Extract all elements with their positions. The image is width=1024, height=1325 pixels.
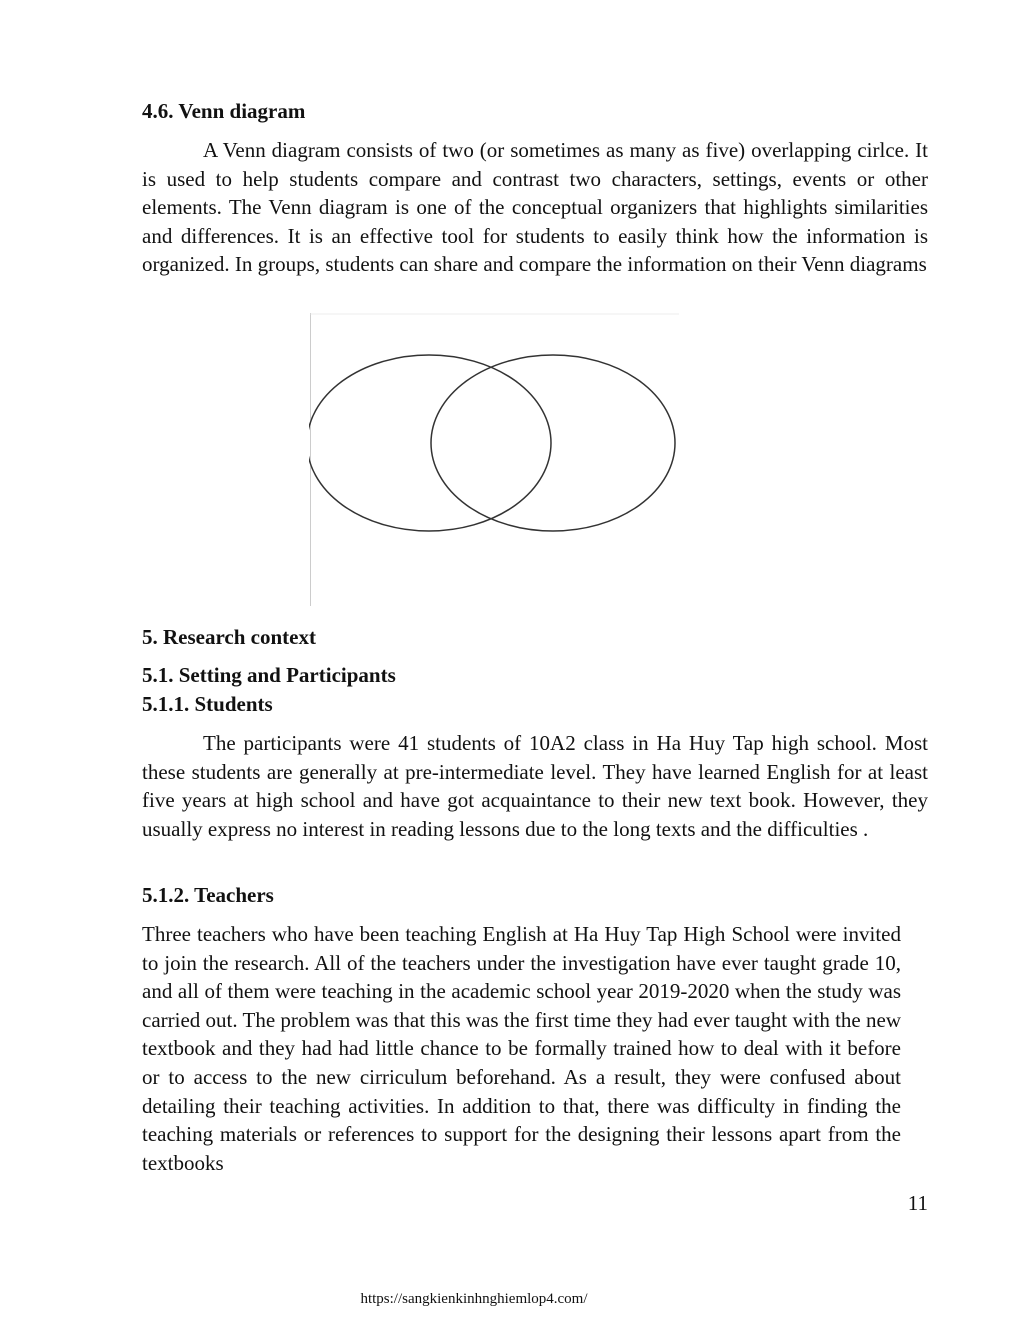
section-heading-venn: 4.6. Venn diagram [142,99,306,123]
venn-diagram [309,313,679,606]
page-number: 11 [907,1191,928,1215]
section-heading-students: 5.1.1. Students [142,692,273,716]
venn-right-circle [431,355,675,531]
paragraph-students: The participants were 41 students of 10A2 class in Ha Huy Tap high school. Most these students are generally at pre-intermediate level. They have learned English for at least five years at high school and have got acquaintance to their new text book. However, they usually express no interest in reading lessons due to the long texts and the difficulties . [142,731,928,841]
section-heading-research-context: 5. Research context [142,625,316,649]
footer-url: https://sangkienkinhnghiemlop4.com/ [360,1291,588,1307]
section-heading-teachers: 5.1.2. Teachers [142,883,274,907]
venn-left-circle [309,355,551,531]
paragraph-teachers: Three teachers who have been teaching English at Ha Huy Tap High School were invited to join the research. All of the teachers under the investigation have ever taught grade 10, and all of them were teaching in the academic school year 2019-2020 when the study was carried out. The problem was that this was the first time they had ever taught with the new textbook and they had had little chance to be formally trained how to deal with it before or to access to the new cirriculum beforehand. As a result, they were confused about detailing their teaching activities. In addition to that, there was difficulty in finding the teaching materials or references to support for the designing their lessons apart from the textbooks [142,922,901,1175]
section-heading-setting-participants: 5.1. Setting and Participants [142,663,396,687]
paragraph-venn-description: A Venn diagram consists of two (or sometimes as many as five) overlapping cirlce. It is used to help students compare and contrast two characters, settings, events or other elements. The Venn diagram is one of the conceptual organizers that highlights similarities and differences. It is an effective tool for students to easily think how the information is organized. In groups, students can share and compare the information on their Venn diagrams [142,138,928,277]
